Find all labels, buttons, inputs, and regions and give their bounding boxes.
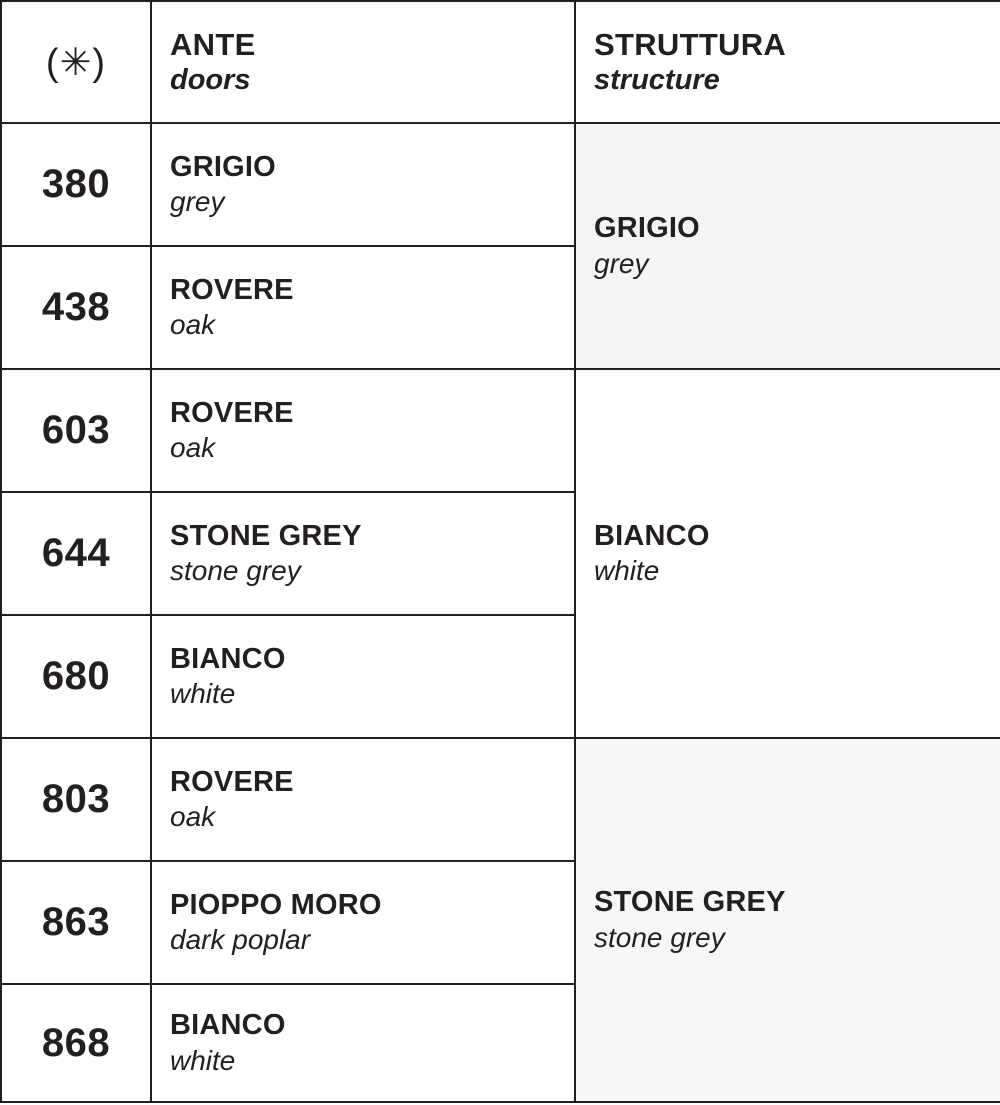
row-door-it: PIOPPO MORO — [170, 888, 382, 921]
row-door-it: BIANCO — [170, 642, 286, 675]
row-door-en: oak — [170, 801, 216, 833]
structure-group-en: grey — [594, 247, 649, 279]
structure-group-it: STONE GREY — [594, 886, 786, 919]
structure-group-en: stone grey — [594, 921, 725, 953]
row-code: 803 — [1, 738, 151, 861]
row-door-en: stone grey — [170, 555, 301, 587]
row-door — [151, 861, 575, 984]
row-door — [151, 369, 575, 492]
row-door — [151, 615, 575, 738]
table-row — [1, 123, 1000, 246]
row-door-it: GRIGIO — [170, 150, 276, 183]
structure-group-cell — [575, 369, 1000, 738]
structure-group-it: BIANCO — [594, 519, 710, 552]
structure-group-cell — [575, 123, 1000, 369]
row-door-en: white — [170, 678, 236, 710]
row-door-en: white — [170, 1044, 236, 1076]
table-row — [1, 738, 1000, 861]
column-header-structure-en: structure — [594, 64, 720, 97]
row-door-it: BIANCO — [170, 1009, 286, 1042]
row-door-it: ROVERE — [170, 765, 294, 798]
structure-group-cell — [575, 738, 1000, 1102]
structure-group-it: GRIGIO — [594, 212, 700, 245]
table-header — [1, 1, 1000, 123]
row-door — [151, 123, 575, 246]
row-door-it: ROVERE — [170, 273, 294, 306]
row-door-it: STONE GREY — [170, 519, 362, 552]
row-door — [151, 738, 575, 861]
column-header-doors — [151, 1, 575, 123]
column-header-code — [1, 1, 151, 123]
column-header-structure-it: STRUTTURA — [594, 26, 787, 62]
row-door-en: grey — [170, 186, 225, 218]
table-body — [1, 123, 1000, 1102]
row-code: 603 — [1, 369, 151, 492]
row-code: 644 — [1, 492, 151, 615]
column-header-doors-it: ANTE — [170, 26, 256, 62]
table-row — [1, 369, 1000, 492]
row-code: 380 — [1, 123, 151, 246]
structure-group-en: white — [594, 555, 660, 587]
row-code: 868 — [1, 984, 151, 1102]
row-door — [151, 984, 575, 1102]
row-code: 438 — [1, 246, 151, 369]
row-door-it: ROVERE — [170, 396, 294, 429]
row-code: 680 — [1, 615, 151, 738]
row-door — [151, 246, 575, 369]
row-code: 863 — [1, 861, 151, 984]
column-header-structure — [575, 1, 1000, 123]
row-door — [151, 492, 575, 615]
row-door-en: oak — [170, 432, 216, 464]
row-door-en: dark poplar — [170, 924, 311, 956]
asterisk-symbol: (✳) — [45, 41, 107, 84]
column-header-doors-en: doors — [170, 64, 251, 97]
row-door-en: oak — [170, 309, 216, 341]
